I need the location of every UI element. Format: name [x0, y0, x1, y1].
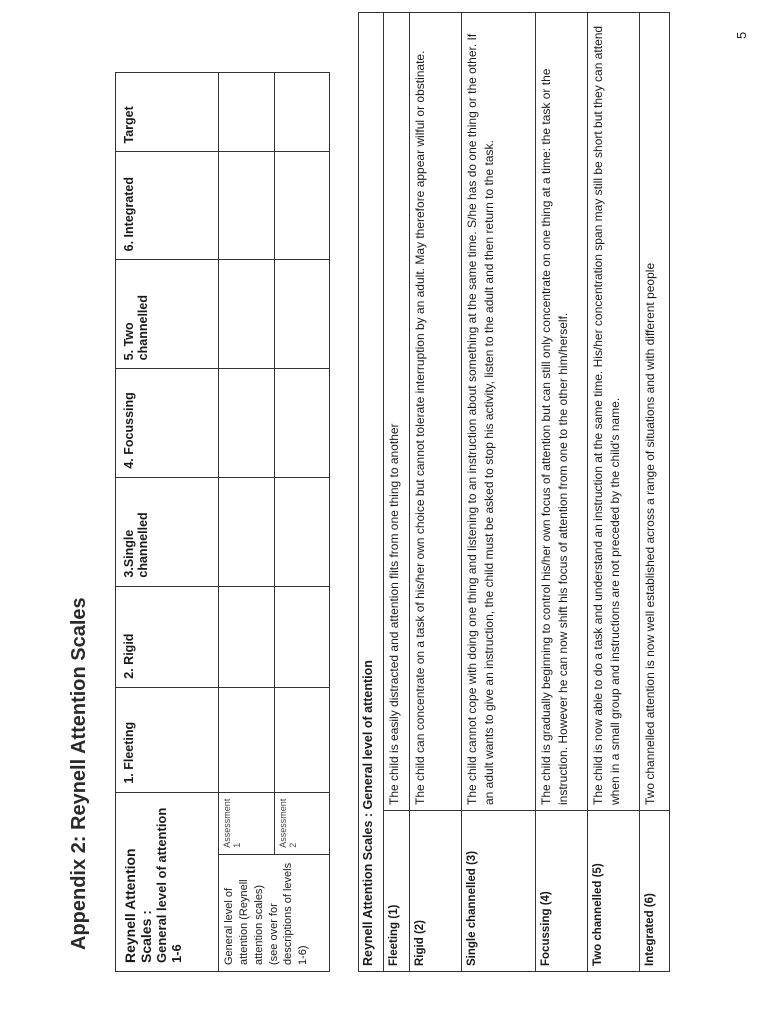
assessment-2-label: Assessment 2	[274, 792, 330, 854]
assessment-cell	[219, 260, 275, 369]
level-description: Two channelled attention is now well established across a range of situations and with different people	[640, 13, 670, 811]
level-header-integrated: 6. Integrated	[116, 152, 219, 260]
description-row	[410, 13, 462, 972]
assessment-table	[115, 72, 330, 972]
assessment-cell	[274, 152, 330, 260]
descriptions-table-header: Reynell Attention Scales : General level of attention	[359, 13, 384, 972]
level-header-two-channelled: 5. Two channelled	[116, 260, 219, 369]
level-name: Rigid (2)	[410, 811, 462, 972]
description-row	[640, 13, 670, 972]
assessment-cell	[274, 73, 330, 153]
assessment-cell	[219, 152, 275, 260]
level-name: Two channelled (5)	[588, 811, 640, 972]
assessment-table-subtitle: General level of attention 1-6	[154, 807, 184, 963]
assessment-cell	[274, 369, 330, 477]
descriptions-table	[358, 12, 670, 972]
assessment-cell	[219, 369, 275, 477]
level-name: Single channelled (3)	[462, 811, 536, 972]
assessment-table-title-cell	[116, 792, 219, 971]
level-header-target: Target	[116, 73, 219, 153]
level-header-focussing: 4. Focussing	[116, 369, 219, 477]
level-header-fleeting: 1. Fleeting	[116, 687, 219, 792]
description-row	[462, 13, 536, 972]
level-name: Integrated (6)	[640, 811, 670, 972]
level-description: The child is easily distracted and attention flits from one thing to another	[384, 13, 410, 811]
level-description: The child can concentrate on a task of his/her own choice but cannot tolerate interruption by an adult. May therefore appear wilful or obstinate.	[410, 13, 462, 811]
assessment-1-label: Assessment 1	[219, 792, 275, 854]
level-name: Focussing (4)	[536, 811, 588, 972]
assessment-cell	[274, 586, 330, 687]
assessment-cell	[219, 73, 275, 153]
assessment-row-2	[274, 73, 330, 972]
page-title: Appendix 2: Reynell Attention Scales	[68, 597, 90, 950]
assessment-table-title: Reynell Attention Scales :	[122, 848, 154, 963]
level-description: The child is gradually beginning to control his/her own focus of attention but can still only concentrate on one thing at a time: the task or the instruction. However he can now shift his focus of attention from one to the other him/herself.	[536, 13, 588, 811]
general-level-row-label: General level of attention (Reynell attention scales) (see over for descriptions of levels 1-6)	[219, 854, 330, 971]
assessment-cell	[219, 477, 275, 586]
level-name: Fleeting (1)	[384, 811, 410, 972]
assessment-header-row	[116, 73, 219, 972]
level-header-single-channelled: 3.Single channelled	[116, 477, 219, 586]
level-description: The child cannot cope with doing one thing and listening to an instruction about something at the same time. S/he has do one thing or the other. If an adult wants to give an instruction, the child must be asked to stop his activity, listen to the adult and then return to the task.	[462, 13, 536, 811]
assessment-row-1	[219, 73, 275, 972]
assessment-cell	[274, 477, 330, 586]
page-number: 5	[734, 31, 749, 39]
level-description: The child is now able to do a task and understand an instruction at the same time. His/her concentration span may still be short but they can attend when in a small group and instructions are not preceded by the child's name.	[588, 13, 640, 811]
assessment-cell	[219, 687, 275, 792]
assessment-cell	[274, 687, 330, 792]
description-row	[588, 13, 640, 972]
descriptions-header-row	[359, 13, 384, 972]
level-header-rigid: 2. Rigid	[116, 586, 219, 687]
assessment-cell	[219, 586, 275, 687]
assessment-cell	[274, 260, 330, 369]
description-row	[536, 13, 588, 972]
description-row	[384, 13, 410, 972]
